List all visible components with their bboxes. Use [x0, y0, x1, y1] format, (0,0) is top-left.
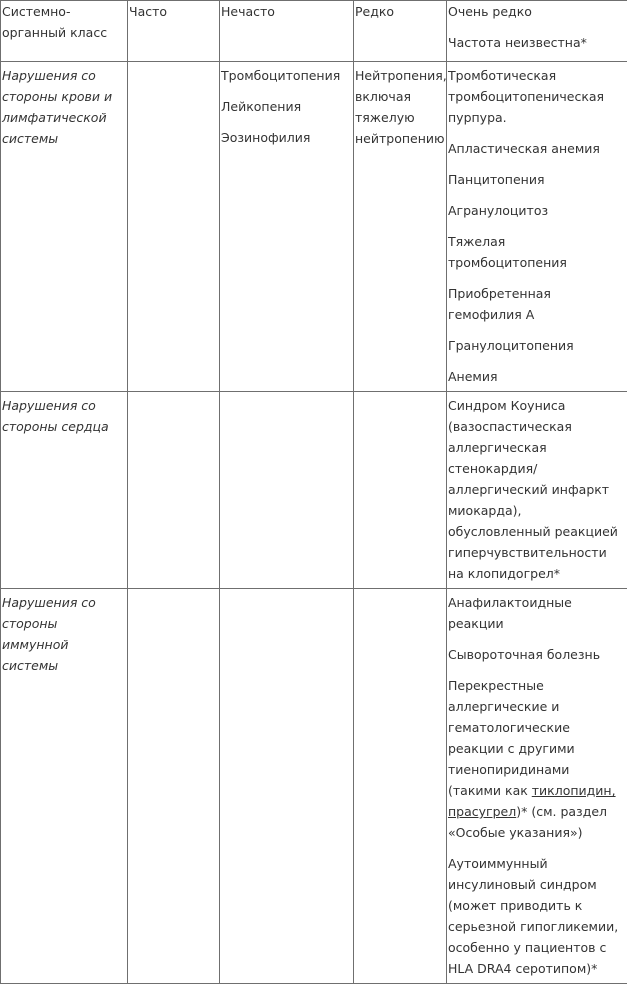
- cross-reaction-text: Перекрестные аллергические и гематологические реакции с другими тиенопиридинами (такими как: [448, 678, 575, 798]
- table-row: [1, 392, 627, 589]
- list-item: Тромбоцитопения: [221, 65, 352, 86]
- soc-cell: Нарушения со стороны крови и лимфатической системы: [1, 62, 128, 392]
- rare-cell: [354, 392, 447, 589]
- header-frequency-unknown-label: Частота неизвестна*: [448, 32, 626, 53]
- uncommon-cell: [220, 392, 354, 589]
- rare-cell: Нейтропения, включая тяжелую нейтропению: [354, 62, 447, 392]
- header-often: Часто: [128, 1, 220, 62]
- header-rare: Редко: [354, 1, 447, 62]
- table-row: [1, 62, 627, 392]
- soc-cell: Нарушения со стороны сердца: [1, 392, 128, 589]
- uncommon-cell: [220, 589, 354, 984]
- list-item: Тяжелая тромбоцитопения: [448, 231, 626, 273]
- cross-reaction-suffix: )* (см. раздел «Особые указания»): [448, 804, 607, 840]
- list-item: Эозинофилия: [221, 127, 352, 148]
- drug-link[interactable]: тиклопидин, прасугрел: [448, 783, 616, 819]
- list-item: Анафилактоидные реакции: [448, 592, 626, 634]
- list-item: Тромботическая тромбоцитопеническая пурпура.: [448, 65, 626, 128]
- header-very-rare: [447, 1, 627, 62]
- list-item: Анемия: [448, 366, 626, 387]
- list-item: Гранулоцитопения: [448, 335, 626, 356]
- list-item: [448, 675, 626, 843]
- very-rare-cell: [447, 589, 627, 984]
- table-header-row: [1, 1, 627, 62]
- often-cell: [128, 62, 220, 392]
- uncommon-cell: [220, 62, 354, 392]
- very-rare-cell: [447, 392, 627, 589]
- list-item: Апластическая анемия: [448, 138, 626, 159]
- list-item: Панцитопения: [448, 169, 626, 190]
- list-item: Лейкопения: [221, 96, 352, 117]
- list-item: Агранулоцитоз: [448, 200, 626, 221]
- header-organ-class: Системно-органный класс: [1, 1, 128, 62]
- table-row: [1, 589, 627, 984]
- list-item: Аутоиммунный инсулиновый синдром (может приводить к серьезной гипогликемии, особенно у пациентов с HLA DRA4 серотипом)*: [448, 853, 626, 979]
- often-cell: [128, 589, 220, 984]
- often-cell: [128, 392, 220, 589]
- list-item: Приобретенная гемофилия А: [448, 283, 626, 325]
- soc-cell: Нарушения со стороны иммунной системы: [1, 589, 128, 984]
- header-very-rare-label: Очень редко: [448, 4, 532, 19]
- list-item: Синдром Коуниса (вазоспастическая аллергическая стенокардия/аллергический инфаркт миокарда), обусловленный реакцией гиперчувствительности на клопидогрел*: [448, 395, 626, 584]
- rare-cell: [354, 589, 447, 984]
- header-uncommon: Нечасто: [220, 1, 354, 62]
- very-rare-cell: [447, 62, 627, 392]
- list-item: Сывороточная болезнь: [448, 644, 626, 665]
